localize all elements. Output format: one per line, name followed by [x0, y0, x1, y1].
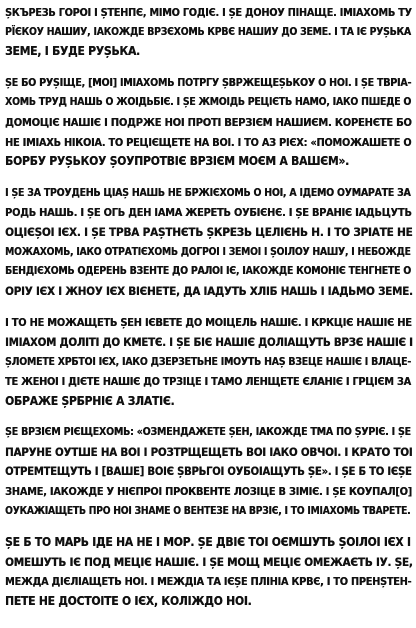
text-line: ОМЕШУТЬ ІЄ ПОД МЕЦІЄ НАШІЄ. І ȘЕ МОЩ МЕЦІЄ ОМЕЖАЄТЬ ІУ. ȘЕ,: [5, 554, 413, 569]
text-line: ЗНАМЕ, ІАКОЖДЕ У НІЄПРОІ ПРОКВЕНТЕ ЛОЗІЦЕ В ЗІМІЄ. І ȘЕ КОУПАЛ[О]: [5, 485, 412, 499]
text-line: МОЖАХОМЬ, ІАКО ОТРАТІЄХОМЬ ДОГРОІ І ЗЕМОІ І ȘОІЛОУ НАШУ, І НЕБОЖДЕ: [5, 245, 411, 258]
text-line: І ТО НЕ МОЖАЩЕТЬ ȘЕН ІЄВЕТЕ ДО МОІЦЕЛЬ НАШІЄ. І КРКЦІЄ НАШІЄ НЕ: [5, 316, 412, 330]
text-line: ȘКЪРЕЗЬ ГОРОІ І ȘТЕНПЄ, МІМО ГОДІЄ. І ȘЕ ДОНОУ ПІНАЩЕ. ІМІАХОМЬ ТУ: [5, 6, 412, 19]
paragraph-3: [5, 184, 415, 302]
text-line: ОБРАЖЕ ȘРБРНІЄ А ЗЛАТІЄ.: [5, 393, 175, 408]
text-line: РОДЬ НАШЬ. І ȘЕ ОГЬ ДЕН ІАМА ЖЕРЕТЬ ОУБІЄНЄ. І ȘЕ ВРАНІЄ ІАДЬЦУТЬ: [5, 206, 412, 220]
text-line: ȘЕ Б ТО МАРЬ ІДЕ НА НЕ І МОР. ȘЕ ДВІЄ ТОІ ОЄМШУТЬ ȘОІЛОІ ІЄХ І: [5, 535, 411, 550]
text-line: ОТРЕМТЕЩУТЬ І [ВАШЕ] ВОІЄ ȘВРЬГОІ ОУБОІАЩУТЬ ȘЕ». І ȘЕ Б ТО ІЄȘЕ: [5, 465, 412, 479]
text-line: І ȘЕ ЗА ТРОУДЕНЬ ЦІАȘ НАШЬ НЕ БРЖІЄХОМЬ О НОІ, А ІДЕМО ОУМАРАТЕ ЗА: [5, 186, 411, 199]
text-line: ТЕ ЖЕНОІ І ДІЄТЕ НАШІЄ ДО ТРЗІЦЕ І ТАМО ЛЕНЩЕТЕ ЄЛАНІЄ І ГРЦІЄМ ЗА: [5, 375, 411, 389]
text-line: ȘЕ БО РУȘІЩЕ, [МОІ] ІМІАХОМЬ ПОТРГУ ȘВРЖЕЩЕȘЬКОУ О НОІ. І ȘЕ ТВРІА-: [5, 76, 412, 89]
text-line: ОЦІЄȘОІ ІЄХ. І ȘЕ ТРВА РАȘТНЄТЬ ȘКРЕЗЬ ЦЕЛІЄНЬ Н. І ТО ЗРІАТЕ НЕ: [5, 224, 413, 239]
text-line: ІМІАХОМ ДОЛІТІ ДО КМЕТЄ. І ȘЕ БІЄ НАШІЄ ДОЛІАЩУТЬ ВРЗЄ НАШІЄ І: [5, 334, 413, 349]
text-line: НЕ ІМІАХЬ НІКОІА. ТО РЕЦІЄЩЕТЕ НА ВОІ. І ТО АЗ РІЄХ: «ПОМОЖАШЕТЕ О: [5, 135, 412, 149]
text-line: ПЕТЕ НЕ ДОСТОІТЕ О ІЄХ, КОЛІЖДО НОІ.: [5, 594, 252, 609]
text-line: РЇЄКОУ НАШИУ, ІАКОЖДЕ ВРЗЄХОМЬ КРВЄ НАШИУ ДО ЗЕМЕ. І ТА ІЄ РУȘЬКА: [5, 25, 411, 38]
paragraph-6: [5, 533, 415, 611]
paragraph-1: [5, 3, 415, 62]
text-line: ȘЛОМЕТЕ ХРБТОІ ІЄХ, ІАКО ДЗЕРЗЕТЬНЕ ІМОУТЬ НАȘ ВЗЕЦЕ НАШІЄ І ВЛАЦЕ-: [5, 355, 411, 368]
text-line: ХОМЬ ТРУД НАШЬ О ЖОІДЬБІЄ. І ȘЕ ЖМОІДЬ РЕЦІЄТЬ НАМО, ІАКО ПШЕДЕ О: [5, 96, 412, 109]
paragraph-4: [5, 313, 415, 411]
text-line: ȘЕ ВРЗІЄМ РІЄЩЕХОМЬ: «ОЗМЕНДАЖЕТЕ ȘЕН, ІАКОЖДЕ ТМА ПО ȘУРІЄ. І ȘЕ: [5, 426, 411, 439]
text-line: ПАРУНЕ ОУТШЕ НА ВОІ І РОЗТРЩЕЩЕТЬ ВОІ ІАКО ОВЧОІ. І КРАТО ТОІ: [5, 444, 413, 459]
paragraph-2: [5, 74, 415, 172]
text-line: ЗЕМЕ, І БУДЕ РУȘЬКА.: [5, 44, 140, 59]
text-line: ОРІУ ІЄХ І ЖНОУ ІЄХ ВІЄНЕТЕ, ДА ІАДУТЬ ХЛІБ НАШЬ І ІАДЬМО ЗЕМЕ.: [5, 283, 413, 298]
paragraph-5: [5, 423, 415, 521]
text-line: БОРБУ РУȘЬКОУ ȘОУПРОТВІЄ ВРЗІЄМ МОЄМ А ВАШЄМ».: [5, 154, 349, 169]
document-page: [5, 3, 415, 624]
text-line: ДОМОЦІЄ НАШІЄ І ПОДРЖЕ НОІ ПРОТІ ВЕРЗІЄМ НАШИЄМ. КОРЕНЄТЕ БО: [5, 115, 412, 129]
text-line: ОУКАЖІАЩЕТЬ ПРО НОІ ЗНАМЕ О ВЕНТЕЗЕ НА ВРЗІЄ, І ТО ІМІАХОМЬ ТВАРЕТЕ.: [5, 505, 411, 517]
text-line: БЕНДІЄХОМЬ ОДЕРЕНЬ ВЗЕНТЕ ДО РАЛОІ ІЄ, ІАКОЖДЕ КОМОНІЄ ТЕНГНЕТЕ О: [5, 265, 411, 278]
text-line: МЕЖДА ДІЄЛІАЩЕТЬ НОІ. І МЕЖДІА ТА ІЄȘЕ ПЛІНІА КРВЄ, І ТО ПРЕНȘТЕН-: [5, 575, 412, 589]
